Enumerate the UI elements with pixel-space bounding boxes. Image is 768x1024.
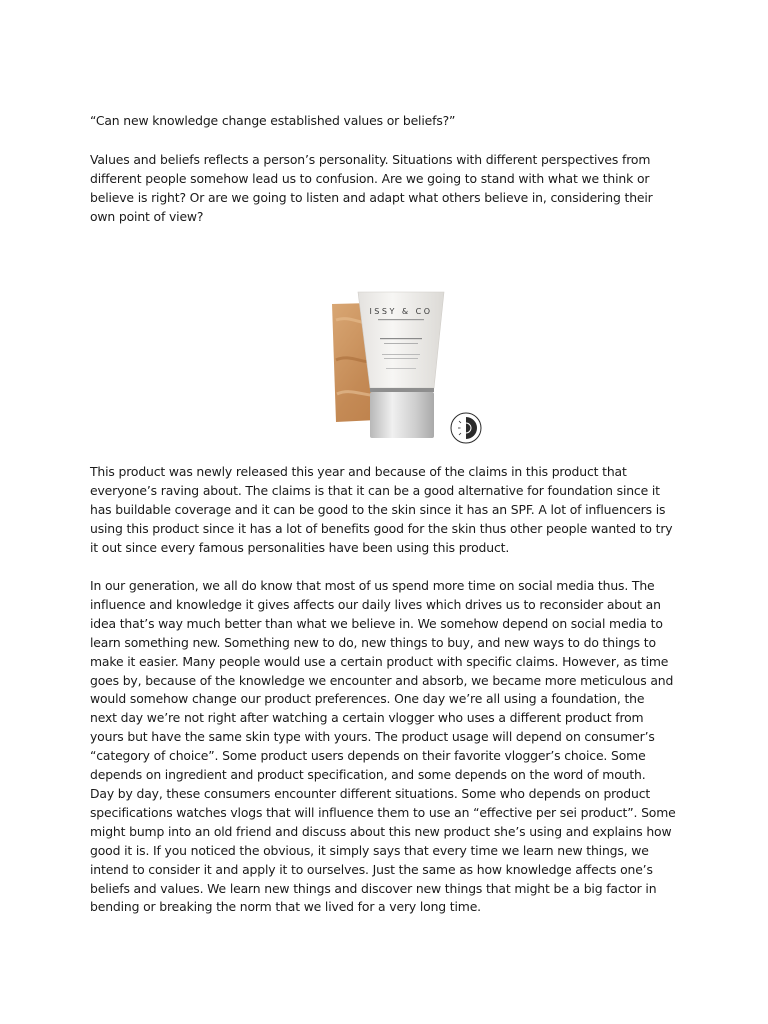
text-line: goes by, because of the knowledge we encounter and absorb, we became more meticulous and [90,672,674,688]
paragraph-intro [90,151,690,227]
text-line: intend to consider it and apply it to ourselves. Just the same as how knowledge affects one’s [90,861,653,877]
text-line: Values and beliefs reflects a person’s personality. Situations with different perspectives from [90,152,651,167]
essay-question [90,112,690,131]
text-line: make it easier. Many people would use a certain product with specific claims. However, as time [90,653,669,669]
brand-label: ISSY & CO [369,307,433,316]
text-line: next day we’re not right after watching a certain vlogger who uses a different product from [90,710,644,726]
text-line: has buildable coverage and it can be good to the skin since it has an SPF. A lot of influencers is [90,501,666,517]
text-line: everyone’s raving about. The claims is that it can be a good alternative for foundation since it [90,482,660,498]
text-line: beliefs and values. We learn new things and discover new things that might be a big factor in [90,880,657,896]
text-line: own point of view? [90,208,204,224]
text-line: good it is. If you noticed the obvious, it simply says that every time we learn new things, we [90,842,649,858]
product-illustration [322,290,492,448]
text-line: would somehow change our product preferences. One day we’re all using a foundation, the [90,691,645,707]
text-line: learn something new. Something new to do, new things to buy, and new ways to do things to [90,634,656,650]
text-line: using this product since it has a lot of benefits good for the skin thus other people wanted to try [90,520,673,536]
text-line: In our generation, we all do know that most of us spend more time on social media thus. The [90,578,655,593]
text-line: specifications watches vlogs that will influence them to use an “effective per sei product”. Some [90,804,676,820]
text-line: idea that’s way much better than what we believe in. We somehow depend on social media to [90,615,663,631]
paragraph-generation [90,577,690,917]
text-line: yours but have the same skin type with yours. The product usage will depend on consumer’s [90,729,655,745]
text-line: This product was newly released this year and because of the claims in this product that [90,464,627,479]
product-image [322,290,492,448]
text-line: bending or breaking the norm that we lived for a very long time. [90,899,481,915]
text-line: believe is right? Or are we going to listen and adapt what others believe in, considering their [90,189,653,205]
text-line: influence and knowledge it gives affects our daily lives which drives us to reconsider about an [90,596,661,612]
text-line: Day by day, these consumers encounter different situations. Some who depends on product [90,785,651,801]
text-line: depends on ingredient and product specification, and some depends on the word of mouth. [90,767,646,783]
text-line: “Can new knowledge change established values or beliefs?” [90,113,456,128]
paragraph-product [90,463,690,558]
spf-badge [451,413,481,443]
text-line: might bump into an old friend and discuss about this new product she’s using and explains how [90,823,672,839]
foundation-tube [358,292,444,438]
text-line: it out since every famous personalities have been using this product. [90,539,510,555]
text-line: different people somehow lead us to confusion. Are we going to stand with what we think or [90,170,650,186]
text-line: “category of choice”. Some product users depends on their favorite vlogger’s choice. Some [90,748,646,764]
